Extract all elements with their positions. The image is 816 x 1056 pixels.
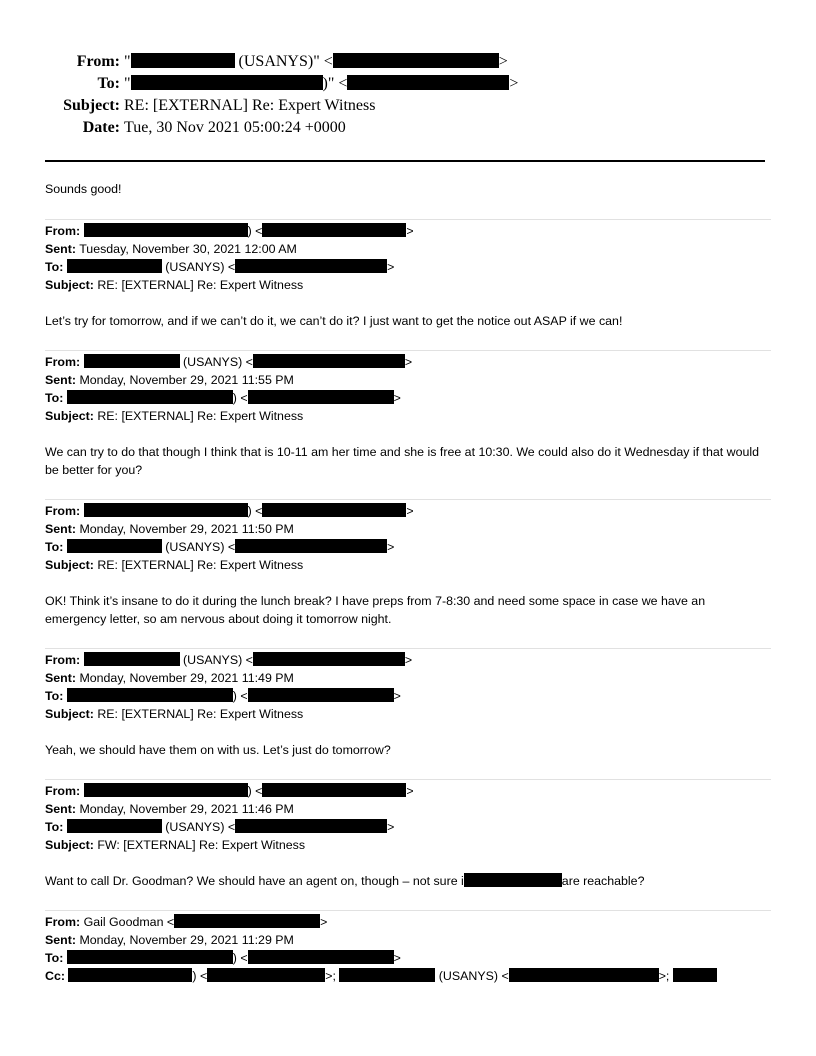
redaction — [262, 503, 406, 517]
subject-label: Subject: — [45, 838, 94, 852]
header-subject-label: Subject: — [63, 97, 120, 114]
message-to-row — [45, 949, 401, 967]
message-body: OK! Think it’s insane to do it during the lunch break? I have preps from 7-8:30 and need some space in case we have an emergency letter, so am nervous about doing it tomorrow night. — [45, 594, 706, 626]
from-name: Gail Goodman < — [83, 915, 175, 929]
cc-text: (USANYS) < — [435, 969, 509, 983]
message-subject-row — [45, 836, 305, 854]
message-from-row — [45, 651, 412, 669]
redaction — [235, 819, 387, 833]
body-text-start: Want to call Dr. Goodman? We should have an agent on, though – not sure i — [45, 874, 464, 888]
cc-text: >; — [325, 969, 340, 983]
message-from-row — [45, 222, 414, 240]
cc-text: >; — [658, 969, 673, 983]
message-separator — [45, 648, 771, 649]
redaction — [207, 968, 325, 982]
redaction — [235, 539, 387, 553]
from-label: From: — [45, 355, 81, 369]
from-text: ) < — [247, 784, 263, 798]
message-sent-row — [45, 240, 297, 258]
sent-label: Sent: — [45, 671, 76, 685]
to-label: To: — [45, 689, 64, 703]
from-close: > — [406, 224, 414, 238]
header-date: Tue, 30 Nov 2021 05:00:24 +0000 — [124, 119, 346, 136]
from-text: ) < — [247, 504, 263, 518]
message-separator — [45, 910, 771, 911]
redaction — [131, 75, 323, 90]
redaction — [333, 53, 499, 68]
message-to-row — [45, 258, 394, 276]
message-body: We can try to do that though I think that is 10-11 am her time and she is free at 10:30. We could also do it Wednesday if that would be better for you? — [45, 445, 760, 477]
from-label: From: — [45, 784, 81, 798]
message-subject-row — [45, 407, 303, 425]
redaction — [68, 968, 192, 982]
message-separator — [45, 779, 771, 780]
message-from-row — [45, 782, 414, 800]
from-label: From: — [45, 915, 81, 929]
header-from-label: From: — [76, 53, 120, 70]
redaction — [131, 53, 235, 68]
redaction — [248, 390, 394, 404]
message-from-row — [45, 353, 412, 371]
message-sent-row — [45, 520, 294, 538]
sent-label: Sent: — [45, 373, 76, 387]
redaction — [84, 223, 248, 237]
message-body — [45, 872, 644, 890]
subject-label: Subject: — [45, 558, 94, 572]
header-to-close: > — [509, 75, 519, 92]
redaction — [253, 652, 405, 666]
subject-label: Subject: — [45, 409, 94, 423]
to-close: > — [393, 391, 401, 405]
message-sent-row — [45, 371, 294, 389]
header-from-org: (USANYS)" < — [234, 53, 333, 70]
body-text-end: are reachable? — [561, 874, 645, 888]
message-subject-row — [45, 556, 303, 574]
sent-date: Monday, November 29, 2021 11:46 PM — [79, 802, 294, 816]
sent-date: Tuesday, November 30, 2021 12:00 AM — [79, 242, 297, 256]
redaction — [84, 503, 248, 517]
from-label: From: — [45, 653, 81, 667]
sent-date: Monday, November 29, 2021 11:50 PM — [79, 522, 294, 536]
header-to-quote: " — [124, 75, 131, 92]
to-close: > — [387, 540, 395, 554]
header-subject-row — [0, 95, 375, 117]
header-from-quote: " — [124, 53, 131, 70]
to-text: ) < — [232, 689, 248, 703]
redaction — [235, 259, 387, 273]
header-to-label: To: — [97, 75, 120, 92]
from-close: > — [406, 504, 414, 518]
header-divider — [45, 160, 765, 162]
message-to-row — [45, 538, 394, 556]
to-label: To: — [45, 540, 64, 554]
redaction — [347, 75, 509, 90]
to-text: (USANYS) < — [161, 540, 236, 554]
message-sent-row — [45, 669, 294, 687]
from-close: > — [404, 355, 413, 369]
message-from-row — [45, 913, 327, 931]
subject-label: Subject: — [45, 707, 94, 721]
message-subject-row — [45, 705, 303, 723]
message-to-row — [45, 818, 394, 836]
redaction — [84, 652, 180, 666]
from-close: > — [404, 653, 413, 667]
redaction — [174, 914, 320, 928]
sent-label: Sent: — [45, 933, 76, 947]
to-close: > — [393, 689, 401, 703]
from-text: (USANYS) < — [179, 355, 253, 369]
header-from-row — [0, 51, 508, 73]
from-close: > — [320, 915, 328, 929]
redaction — [84, 354, 180, 368]
subject-text: RE: [EXTERNAL] Re: Expert Witness — [97, 409, 304, 423]
to-text: (USANYS) < — [161, 820, 236, 834]
to-text: ) < — [232, 951, 248, 965]
header-date-row — [0, 117, 346, 139]
subject-text: FW: [EXTERNAL] Re: Expert Witness — [97, 838, 306, 852]
sent-date: Monday, November 29, 2021 11:55 PM — [79, 373, 294, 387]
from-close: > — [406, 784, 414, 798]
redaction — [248, 950, 394, 964]
subject-text: RE: [EXTERNAL] Re: Expert Witness — [97, 278, 304, 292]
to-label: To: — [45, 951, 64, 965]
from-text: (USANYS) < — [179, 653, 253, 667]
redaction — [262, 223, 406, 237]
subject-label: Subject: — [45, 278, 94, 292]
sent-date: Monday, November 29, 2021 11:29 PM — [79, 933, 294, 947]
message-cc-row — [45, 967, 717, 985]
header-from-close: > — [498, 53, 508, 70]
message-sent-row — [45, 931, 294, 949]
message-sent-row — [45, 800, 294, 818]
to-close: > — [393, 951, 401, 965]
message-separator — [45, 350, 771, 351]
message-to-row — [45, 389, 401, 407]
cc-text: ) < — [192, 969, 208, 983]
from-label: From: — [45, 504, 81, 518]
redaction — [673, 968, 717, 982]
redaction — [67, 950, 233, 964]
message-separator — [45, 219, 771, 220]
redaction — [339, 968, 435, 982]
header-date-label: Date: — [82, 119, 120, 136]
to-close: > — [387, 260, 395, 274]
redaction — [67, 259, 162, 273]
subject-text: RE: [EXTERNAL] Re: Expert Witness — [97, 558, 304, 572]
header-to-row — [0, 73, 518, 95]
redaction — [67, 819, 162, 833]
redaction — [253, 354, 405, 368]
redaction — [67, 688, 233, 702]
header-subject: RE: [EXTERNAL] Re: Expert Witness — [124, 97, 376, 114]
redaction — [67, 390, 233, 404]
to-text: ) < — [232, 391, 248, 405]
body-top: Sounds good! — [45, 182, 122, 196]
redaction — [248, 688, 394, 702]
to-label: To: — [45, 820, 64, 834]
redaction — [67, 539, 162, 553]
header-to-mid: )" < — [322, 75, 348, 92]
redaction — [262, 783, 406, 797]
message-subject-row — [45, 276, 303, 294]
message-separator — [45, 499, 771, 500]
subject-text: RE: [EXTERNAL] Re: Expert Witness — [97, 707, 304, 721]
message-body: Let’s try for tomorrow, and if we can’t do it, we can’t do it? I just want to get the notice out ASAP if we can! — [45, 314, 623, 328]
to-label: To: — [45, 260, 64, 274]
redaction — [464, 873, 562, 887]
to-text: (USANYS) < — [161, 260, 236, 274]
sent-label: Sent: — [45, 802, 76, 816]
cc-label: Cc: — [45, 969, 65, 983]
redaction — [84, 783, 248, 797]
redaction — [509, 968, 659, 982]
from-label: From: — [45, 224, 81, 238]
sent-label: Sent: — [45, 242, 76, 256]
from-text: ) < — [247, 224, 263, 238]
message-to-row — [45, 687, 401, 705]
sent-date: Monday, November 29, 2021 11:49 PM — [79, 671, 294, 685]
to-label: To: — [45, 391, 64, 405]
message-from-row — [45, 502, 414, 520]
sent-label: Sent: — [45, 522, 76, 536]
message-body: Yeah, we should have them on with us. Let’s just do tomorrow? — [45, 743, 391, 757]
to-close: > — [387, 820, 395, 834]
